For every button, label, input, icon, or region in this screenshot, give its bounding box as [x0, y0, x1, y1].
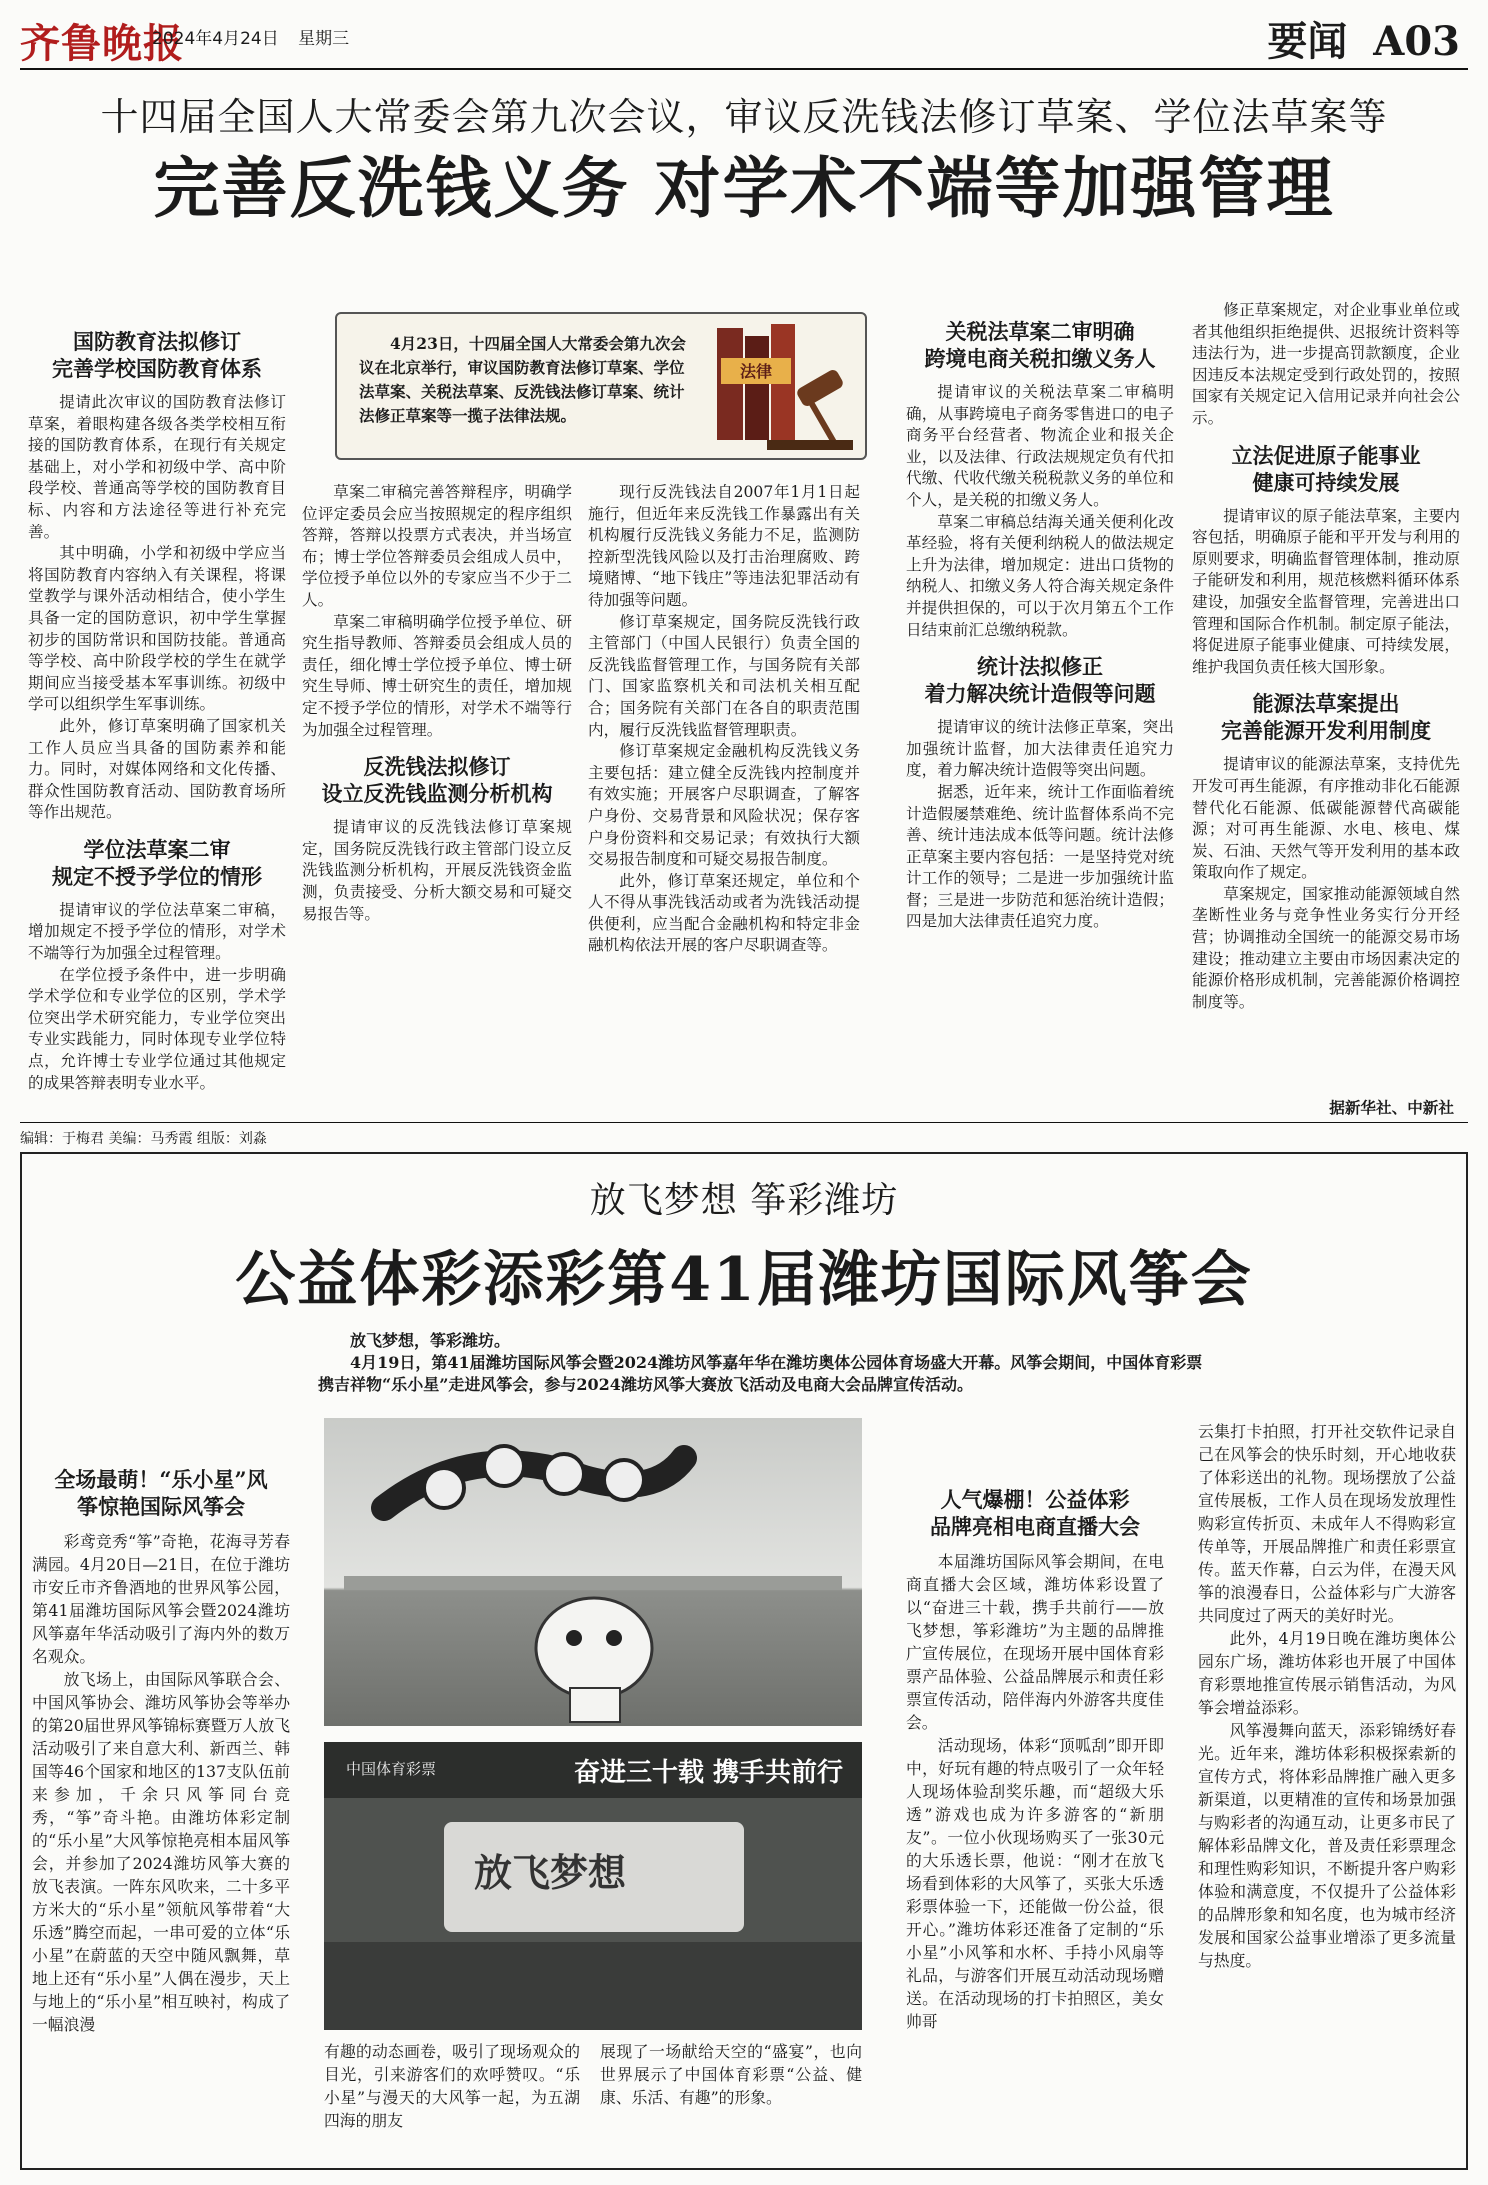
summary-para: 放飞梦想，筝彩潍坊。: [350, 1331, 511, 1350]
booth-photo: [324, 1742, 862, 2030]
para: 风筝漫舞向蓝天，添彩锦绣好春光。近年来，潍坊体彩积极探索新的宣传方式，将体彩品牌推广融入更多新渠道，以更精准的宣传和场景加强与购彩者的沟通互动，让更多市民了解体彩品牌文化，普及责任彩票理念和理性购彩知识，不断提升客户购彩体验和满意度，不仅提升了公益体彩的品牌形象和知名度，也为城市经济发展和国家公益事业增添了更多流量与热度。: [1198, 1721, 1456, 1970]
para: 草案规定，国家推动能源领域自然垄断性业务与竞争性业务实行分开经营；协调推动全国统一的能源交易市场建设；推动建立主要由市场因素决定的能源价格形成机制，完善能源价格调控制度等。: [1192, 884, 1460, 1011]
para: 草案二审稿明确学位授予单位、研究生指导教师、答辩委员会组成人员的责任，细化博士学位授予单位、博士研究生导师、博士研究生的责任，增加规定不授予学位的情形，对学术不端等行为加强全过程管理。: [302, 612, 572, 739]
para: 修订草案规定，国务院反洗钱行政主管部门（中国人民银行）负责全国的反洗钱监督管理工作，与国务院有关部门、国家监察机关和司法机关相互配合；国务院有关部门在各自的职责范围内，履行反洗钱监督管理职责。: [588, 612, 860, 739]
para: 草案二审稿总结海关通关便利化改革经验，将有关便利纳税人的做法规定上升为法律，增加规定：进出口货物的纳税人、扣缴义务人符合海关规定条件并提供担保的，可以于次月第五个工作日结束前汇总缴纳税款。: [906, 512, 1174, 639]
bottom-kicker: 放飞梦想 筝彩潍坊: [589, 1180, 899, 1221]
subhead-anti-money-laundering: 反洗钱法拟修订 设立反洗钱监测分析机构: [321, 754, 553, 807]
subhead-statistics-law: 统计法拟修正 着力解决统计造假等问题: [924, 654, 1156, 707]
para: 其中明确，小学和初级中学应当将国防教育内容纳入有关课程，将课堂教学与课外活动相结合，使小学生具备一定的国防意识，初中学生掌握初步的国防常识和国防技能。普通高等学校、高中阶段学校的学生在就学期间应当接受基本军事训练。初级中学可以组织学生军事训练。: [28, 544, 286, 714]
para: 提请审议的学位法草案二审稿，增加规定不授予学位的情形，对学术不端等行为加强全过程管理。: [28, 900, 286, 963]
weekday: 星期三: [298, 29, 350, 49]
subhead-defense-education: 国防教育法拟修订 完善学校国防教育体系: [52, 329, 262, 381]
para: 据悉，近年来，统计工作面临着统计造假屡禁难绝、统计监督体系尚不完善、统计违法成本低等问题。统计法修正草案主要内容包括：一是坚持党对统计工作的领导；二是进一步加强统计监督；三是进一步防范和惩治统计造假；四是加大法律责任追究力度。: [906, 782, 1174, 931]
para: 此外，修订草案明确了国家机关工作人员应当具备的国防素养和能力。同时，对媒体网络和文化传播、群众性国防教育活动、国防教育场所等作出规范。: [28, 716, 286, 822]
kite-festival-photo: [324, 1418, 862, 1726]
para: 放飞场上，由国际风筝联合会、中国风筝协会、潍坊风筝协会等举办的第20届世界风筝锦标赛暨万人放飞活动吸引了来自意大利、新西兰、韩国等46个国家和地区的137支队伍前来参加，千余只风筝同台竞秀，“筝”奇斗艳。由潍坊体彩定制的“乐小星”大风筝惊艳亮相本届风筝会，并参加了2024潍坊风筝大赛的放飞表演。一阵东风吹来，二十多平方米大的“乐小星”领航风筝带着“大乐透”腾空而起，一串可爱的立体“乐小星”在蔚蓝的天空中随风飘舞，草地上还有“乐小星”人偶在漫步，天上与地上的“乐小星”相互映衬，构成了一幅浪漫: [32, 1670, 290, 2034]
top-headline: 完善反洗钱义务 对学术不端等加强管理: [153, 149, 1335, 227]
date: 2024年4月24日: [152, 29, 279, 49]
para: 有趣的动态画卷，吸引了现场观众的目光，引来游客们的欢呼赞叹。“乐小星”与漫天的大风筝一起，为五湖四海的朋友: [324, 2042, 580, 2130]
booth-banner-brand: 中国体育彩票: [346, 1760, 437, 1778]
subhead-tariff-law: 关税法草案二审明确 跨境电商关税扣缴义务人: [924, 319, 1156, 371]
subhead-ecommerce-live: 人气爆棚！公益体彩 品牌亮相电商直播大会: [930, 1487, 1140, 1539]
bottom-col-2: [324, 2040, 580, 2132]
editor-credits: 编辑：于梅君 美编：马秀霞 组版：刘淼: [20, 1131, 267, 1147]
intro-box: [335, 312, 867, 460]
subhead-lexiaoxing-kite: 全场最萌！“乐小星”风 筝惊艳国际风筝会: [54, 1467, 268, 1519]
para: 提请审议的关税法草案二审稿明确，从事跨境电子商务零售进口的电子商务平台经营者、物流企业和报关企业，以及法律、行政法规规定负有代扣代缴、代收代缴关税税款义务的单位和个人，是关税的扣缴义务人。: [906, 383, 1174, 509]
para: 现行反洗钱法自2007年1月1日起施行，但近年来反洗钱工作暴露出有关机构履行反洗钱义务能力不足，监测防控新型洗钱风险以及打击治理腐败、跨境赌博、“地下钱庄”等违法犯罪活动有待加强等问题。: [588, 483, 860, 609]
credits-rule: [20, 1122, 1468, 1123]
bottom-col-5: [1198, 1420, 1456, 1972]
intro-text: 4月23日，十四届全国人大常委会第九次会议在北京举行，审议国防教育法修订草案、学位法草案、关税法草案、反洗钱法修订草案、统计法修正草案等一揽子法律法规。: [359, 334, 686, 425]
article-col-1: [28, 322, 286, 1094]
subhead-degree-law: 学位法草案二审 规定不授予学位的情形: [52, 836, 262, 889]
kite-scene-icon: [324, 1418, 862, 1726]
booth-banner-slogan: 奋进三十载 携手共前行: [574, 1758, 844, 1788]
bottom-col-1: [32, 1460, 290, 2036]
summary-para: 4月19日，第41届潍坊国际风筝会暨2024潍坊风筝嘉年华在潍坊奥体公园体育场盛大开幕。风筝会期间，中国体育彩票携吉祥物“乐小星”走进风筝会，参与2024潍坊风筝大赛放飞活动及电商大会品牌宣传活动。: [318, 1353, 1203, 1394]
article-col-3: [588, 482, 860, 957]
bottom-col-4: [906, 1444, 1164, 2033]
para: 提请审议的能源法草案，支持优先开发可再生能源，有序推动非化石能源替代化石能源、低碳能源替代高碳能源；对可再生能源、水电、核电、煤炭、石油、天然气等开发利用的基本政策取向作了规定。: [1192, 755, 1460, 882]
section-name: 要闻: [1267, 18, 1348, 65]
para: 在学位授予条件中，进一步明确学术学位和专业学位的区别，学术学位突出学术研究能力，专业学位突出专业实践能力，同时体现专业学位特点，允许博士专业学位通过其他规定的成果答辩表明专业水平。: [28, 965, 286, 1092]
subhead-atomic-energy: 立法促进原子能事业 健康可持续发展: [1231, 442, 1421, 495]
para: 草案二审稿完善答辩程序，明确学位评定委员会应当按照规定的程序组织答辩，答辩以投票方式表决，并当场宣布；博士学位答辩委员会组成人员中，学位授予单位以外的专家应当不少于二人。: [302, 483, 572, 609]
para: 提请此次审议的国防教育法修订草案，着眼构建各级各类学校相互衔接的国防教育体系，在现行有关规定基础上，对小学和初级中学、高中阶段学校、普通高等学校的国防教育目标、内容和方法途径等进行补充完善。: [28, 393, 286, 541]
dateline: [152, 24, 349, 49]
para: 云集打卡拍照，打开社交软件记录自己在风筝会的快乐时刻，开心地收获了体彩送出的礼物。现场摆放了公益宣传展板，工作人员在现场发放理性购彩宣传折页、未成年人不得购彩宣传单等，开展品牌推广和责任彩票宣传。蓝天作幕，白云为伴，在漫天风筝的浪漫春日，公益体彩与广大游客共同度过了两天的美好时光。: [1198, 1422, 1456, 1625]
illustration-label: 法律: [739, 362, 773, 381]
article-col-5: [1192, 300, 1460, 1013]
top-kicker: 十四届全国人大常委会第九次会议，审议反洗钱法修订草案、学位法草案等: [100, 95, 1388, 139]
article-col-4: [906, 312, 1174, 933]
para: 展现了一场献给天空的“盛宴”，也向世界展示了中国体育彩票“公益、健康、乐活、有趣”的形象。: [600, 2042, 862, 2107]
booth-board-text: 放飞梦想: [474, 1850, 627, 1895]
section-label: [1267, 10, 1460, 67]
para: 提请审议的原子能法草案，主要内容包括，明确原子能和平开发与利用的原则要求，明确监督管理体制，推动原子能研发和利用，规范核燃料循环体系建设，加强安全监督管理，完善进出口管理和国际合作机制。制定原子能法，将促进原子能事业健康、可持续发展，维护我国负责任核大国形象。: [1192, 506, 1460, 676]
source-credit: 据新华社、中新社: [1329, 1098, 1454, 1117]
para: 提请审议的反洗钱法修订草案规定，国务院反洗钱行政主管部门设立反洗钱监测分析机构，开展反洗钱资金监测，负责接受、分析大额交易和可疑交易报告等。: [302, 818, 572, 923]
para: 彩鸢竞秀“筝”奇艳，花海寻芳春满园。4月20日—21日，在位于潍坊市安丘市齐鲁酒地的世界风筝公园，第41届潍坊国际风筝会暨2024潍坊风筝嘉年华活动吸引了海内外的数万名观众。: [32, 1532, 290, 1666]
para: 此外，4月19日晚在潍坊奥体公园东广场，潍坊体彩也开展了中国体育彩票地推宣传展示销售活动，为风筝会增益添彩。: [1198, 1629, 1456, 1717]
header-rule: [20, 68, 1468, 70]
para: 修正草案规定，对企业事业单位或者其他组织拒绝提供、迟报统计资料等违法行为，进一步提高罚款额度，企业因违反本法规定受到行政处罚的，按照国家有关规定记入信用记录并向社会公示。: [1192, 301, 1460, 427]
bottom-col-3: [600, 2040, 862, 2109]
para: 本届潍坊国际风筝会期间，在电商直播大会区域，潍坊体彩设置了以“奋进三十载，携手共前行——放飞梦想，筝彩潍坊”为主题的品牌推广宣传展位，在现场开展中国体育彩票产品体验、公益品牌展示和责任彩票宣传活动，陪伴海内外游客共度佳会。: [906, 1552, 1164, 1732]
bottom-summary: [318, 1330, 1218, 1396]
subhead-energy-law: 能源法草案提出 完善能源开发利用制度: [1221, 691, 1431, 744]
masthead: 齐鲁晚报: [20, 20, 184, 67]
bottom-headline: 公益体彩添彩第41届潍坊国际风筝会: [235, 1245, 1253, 1315]
page-number: A03: [1373, 18, 1460, 65]
para: 活动现场，体彩“顶呱刮”即开即中，好玩有趣的特点吸引了一众年轻人现场体验刮奖乐趣，而“超级大乐透”游戏也成为许多游客的“新朋友”。一位小伙现场购买了一张30元的大乐透长票，他说：“刚才在放飞场看到体彩的大风筝了，买张大乐透彩票体验一下，还能做一份公益，很开心。”潍坊体彩还准备了定制的“乐小星”小风筝和水杯、手持小风扇等礼品，与游客们开展互动活动现场赠送。在活动现场的打卡拍照区，美女帅哥: [906, 1736, 1164, 2031]
para: 修订草案规定金融机构反洗钱义务主要包括：建立健全反洗钱内控制度并有效实施；开展客户尽职调查，了解客户身份、交易背景和风险状况；保存客户身份资料和交易记录；有效执行大额交易报告制度和可疑交易报告制度。: [588, 742, 860, 869]
article-col-2: [302, 482, 572, 925]
para: 此外，修订草案还规定，单位和个人不得从事洗钱活动或者为洗钱活动提供便利，应当配合金融机构和特定非金融机构依法开展的客户尽职调查等。: [588, 871, 860, 955]
law-books-gavel-icon: [707, 318, 857, 454]
para: 提请审议的统计法修正草案，突出加强统计监督，加大法律责任追究力度，着力解决统计造假等突出问题。: [906, 718, 1174, 780]
